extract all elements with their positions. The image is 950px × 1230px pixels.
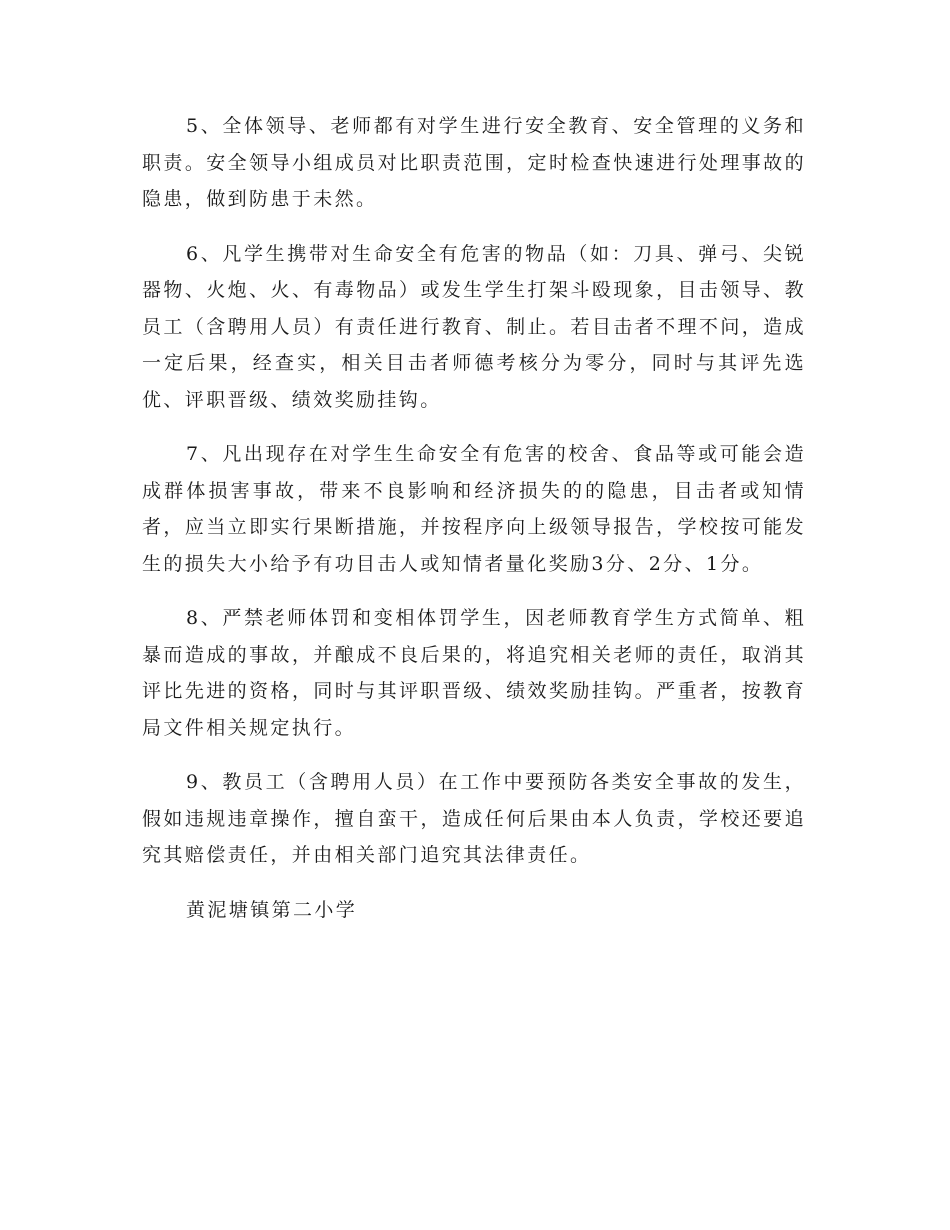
paragraph-item-8: 8、严禁老师体罚和变相体罚学生，因老师教育学生方式简单、粗暴而造成的事故，并酿成不良后果的，将追究相关老师的责任，取消其评比先进的资格，同时与其评职晋级、绩效奖励挂钩。严重者，按教育局文件相关规定执行。 xyxy=(142,607,806,739)
paragraph-item-7: 7、凡出现存在对学生生命安全有危害的校舍、食品等或可能会造成群体损害事故，带来不良影响和经济损失的的隐患，目击者或知情者，应当立即实行果断措施，并按程序向上级领导报告，学校按可能发生的损失大小给予有功目击人或知情者量化奖励3分、2分、1分。 xyxy=(142,443,806,575)
paragraph-item-6: 6、凡学生携带对生命安全有危害的物品（如：刀具、弹弓、尖锐器物、火炮、火、有毒物品）或发生学生打架斗殴现象，目击领导、教员工（含聘用人员）有责任进行教育、制止。若目击者不理不问，造成一定后果，经查实，相关目击者师德考核分为零分，同时与其评先选优、评职晋级、绩效奖励挂钩。 xyxy=(142,242,806,411)
paragraph-item-9: 9、教员工（含聘用人员）在工作中要预防各类安全事故的发生，假如违规违章操作，擅自蛮干，造成任何后果由本人负责，学校还要追究其赔偿责任，并由相关部门追究其法律责任。 xyxy=(142,771,806,866)
school-signature: 黄泥塘镇第二小学 xyxy=(186,898,358,921)
paragraph-item-5: 5、全体领导、老师都有对学生进行安全教育、安全管理的义务和职责。安全领导小组成员对比职责范围，定时检查快速进行处理事故的隐患，做到防患于未然。 xyxy=(142,115,806,210)
document-body xyxy=(142,108,806,928)
